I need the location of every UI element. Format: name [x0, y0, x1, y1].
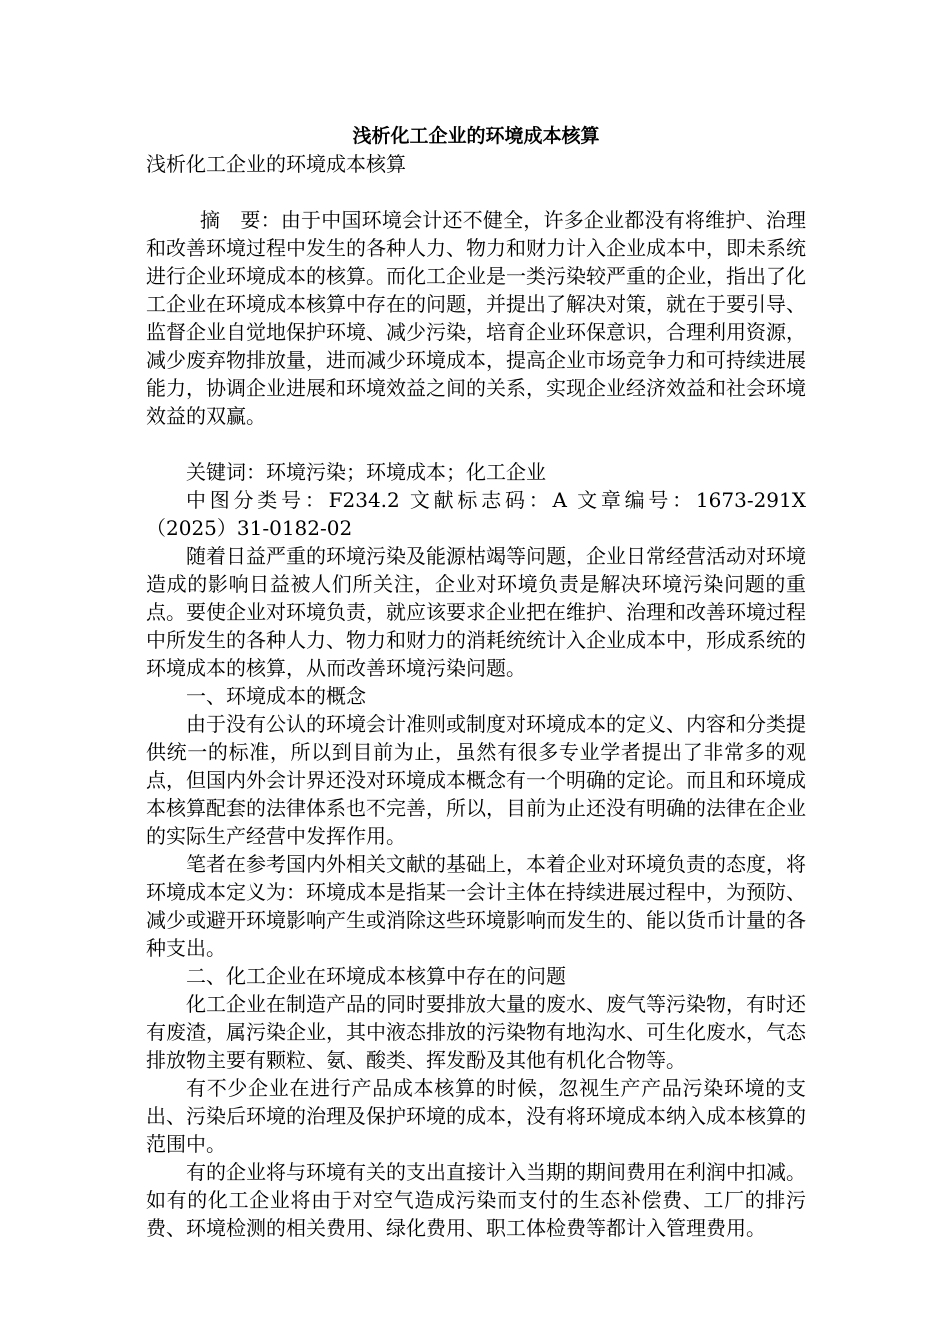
document-page — [146, 122, 806, 1242]
keywords-line: 关键词：环境污染；环境成本；化工企业 — [186, 460, 546, 484]
section2-paragraph-2: 有不少企业在进行产品成本核算的时候，忽视生产产品污染环境的支出、污染后环境的治理及保护环境的成本，没有将环境成本纳入成本核算的范围中。 — [146, 1076, 806, 1156]
section2-paragraph-1: 化工企业在制造产品的同时要排放大量的废水、废气等污染物，有时还有废渣，属污染企业，其中液态排放的污染物有地沟水、可生化废水，气态排放物主要有颗粒、氨、酸类、挥发酚及其他有机化合物等。 — [146, 992, 806, 1072]
abstract-paragraph: 摘 要：由于中国环境会计还不健全，许多企业都没有将维护、治理和改善环境过程中发生的各种人力、物力和财力计入企业成本中，即未系统进行企业环境成本的核算。而化工企业是一类污染较严重的企业，指出了化工企业在环境成本核算中存在的问题，并提出了解决对策，就在于要引导、监督企业自觉地保护环境、减少污染，培育企业环保意识，合理利用资源，减少废弃物排放量，进而减少环境成本，提高企业市场竞争力和可持续进展能力，协调企业进展和环境效益之间的关系，实现企业经济效益和社会环境效益的双赢。 — [146, 208, 806, 428]
section2-paragraph-3: 有的企业将与环境有关的支出直接计入当期的期间费用在利润中扣减。如有的化工企业将由于对空气造成污染而支付的生态补偿费、工厂的排污费、环境检测的相关费用、绿化费用、职工体检费等都计入管理费用。 — [146, 1160, 806, 1240]
classification-line: 中图分类号：F234.2 文献标志码：A 文章编号：1673-291X（2025）31-0182-02 — [146, 488, 806, 540]
document-subtitle: 浅析化工企业的环境成本核算 — [146, 152, 406, 176]
intro-paragraph: 随着日益严重的环境污染及能源枯竭等问题，企业日常经营活动对环境造成的影响日益被人们所关注，企业对环境负责是解决环境污染问题的重点。要使企业对环境负责，就应该要求企业把在维护、治理和改善环境过程中所发生的各种人力、物力和财力的消耗统统计入企业成本中，形成系统的环境成本的核算，从而改善环境污染问题。 — [146, 544, 806, 680]
section1-paragraph-1: 由于没有公认的环境会计准则或制度对环境成本的定义、内容和分类提供统一的标准，所以到目前为止，虽然有很多专业学者提出了非常多的观点，但国内外会计界还没对环境成本概念有一个明确的定论。而且和环境成本核算配套的法律体系也不完善，所以，目前为止还没有明确的法律在企业的实际生产经营中发挥作用。 — [146, 712, 806, 848]
section1-paragraph-2: 笔者在参考国内外相关文献的基础上，本着企业对环境负责的态度，将环境成本定义为：环境成本是指某一会计主体在持续进展过程中，为预防、减少或避开环境影响产生或消除这些环境影响而发生的、能以货币计量的各种支出。 — [146, 852, 806, 960]
section1-heading: 一、环境成本的概念 — [186, 684, 366, 708]
document-title: 浅析化工企业的环境成本核算 — [352, 125, 600, 147]
section2-heading: 二、化工企业在环境成本核算中存在的问题 — [186, 964, 566, 988]
